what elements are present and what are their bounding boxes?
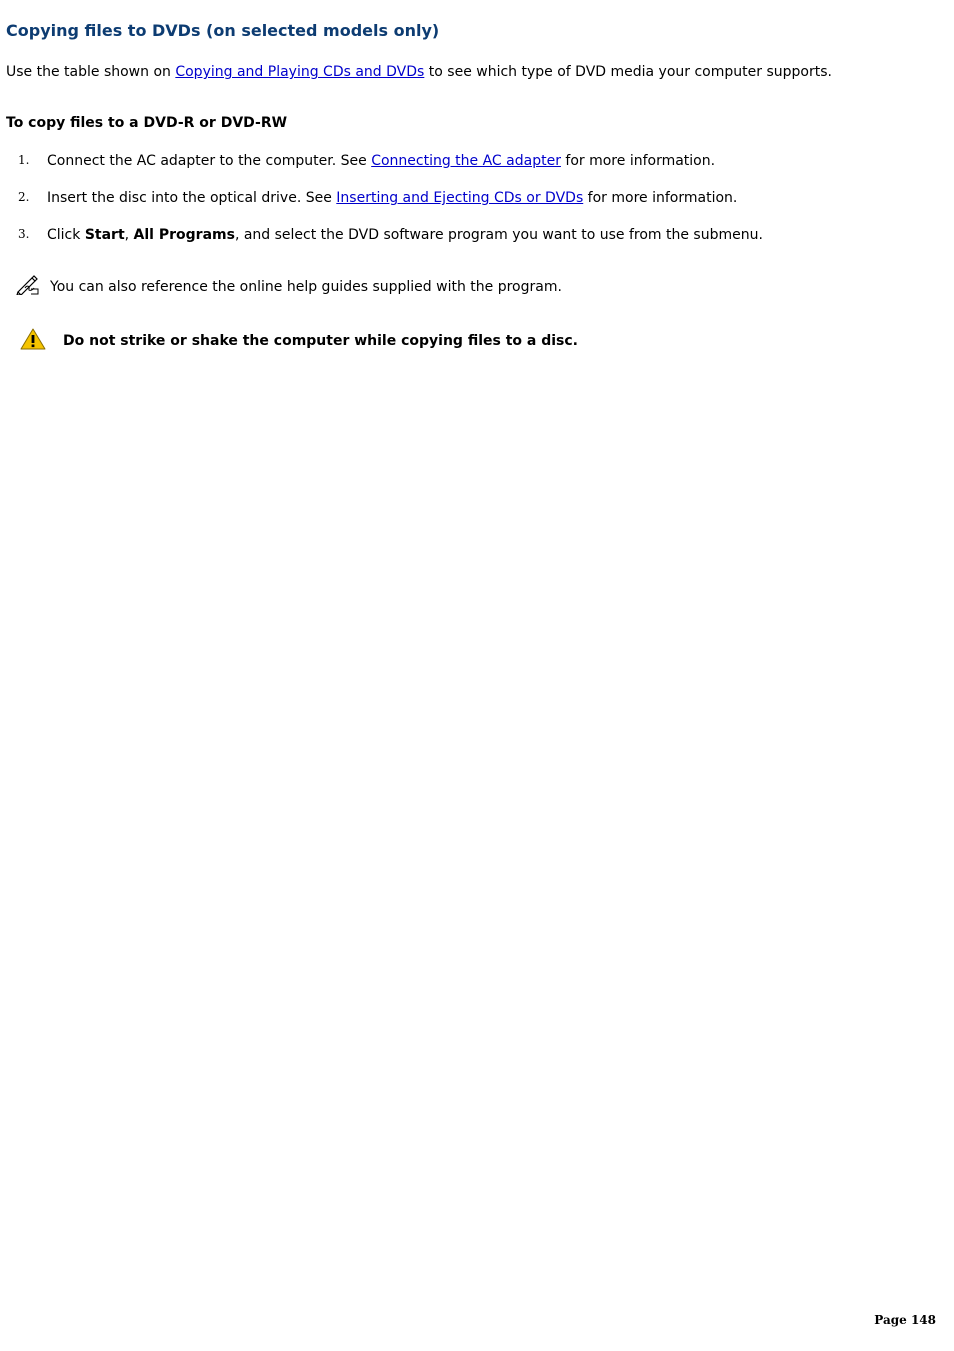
all-programs-label: All Programs [133, 227, 235, 243]
step-text-before: Connect the AC adapter to the computer. See [47, 153, 372, 169]
note-text: You can also reference the online help guides supplied with the program. [50, 279, 562, 295]
step-text-after: , and select the DVD software program you want to use from the submenu. [234, 227, 763, 243]
step-text [47, 227, 763, 243]
page-title: Copying files to DVDs (on selected models only) [6, 21, 440, 40]
step-text-after: for more information. [583, 190, 738, 206]
step-text [47, 153, 715, 169]
copying-playing-cds-dvds-link[interactable]: Copying and Playing CDs and DVDs [175, 64, 425, 80]
step-number: 1. [18, 153, 30, 167]
intro-paragraph [6, 64, 832, 80]
step-text-before: Click [47, 227, 85, 243]
intro-text-before: Use the table shown on [6, 64, 176, 80]
step-text-after: for more information. [560, 153, 716, 169]
section-heading: To copy files to a DVD-R or DVD-RW [6, 115, 288, 131]
warning-text: Do not strike or shake the computer while copying files to a disc. [63, 333, 578, 349]
step-text [47, 190, 737, 206]
inserting-ejecting-cds-dvds-link[interactable]: Inserting and Ejecting CDs or DVDs [336, 190, 584, 206]
step-number: 3. [18, 227, 30, 241]
step-number: 2. [18, 190, 30, 204]
intro-text-after: to see which type of DVD media your computer supports. [424, 64, 832, 80]
connecting-ac-adapter-link[interactable]: Connecting the AC adapter [371, 153, 561, 169]
warning-triangle-icon [20, 328, 46, 350]
step-text-before: Insert the disc into the optical drive. See [47, 190, 337, 206]
note-pencil-icon [16, 275, 40, 295]
step-separator: , [124, 227, 134, 243]
page-number: Page 148 [874, 1313, 936, 1327]
start-menu-label: Start [84, 227, 125, 243]
